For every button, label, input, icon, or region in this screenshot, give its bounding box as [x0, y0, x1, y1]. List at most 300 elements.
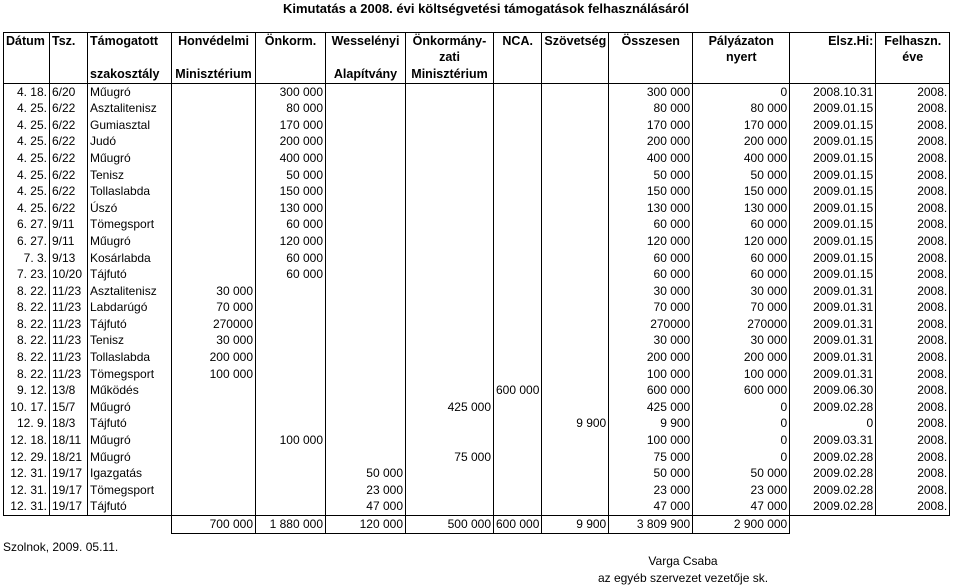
table-cell: 2008. [876, 83, 950, 100]
table-cell [172, 117, 256, 134]
table-cell [542, 333, 609, 350]
table-cell: 2009.01.31 [790, 316, 876, 333]
table-cell [172, 150, 256, 167]
table-cell: 70 000 [693, 300, 790, 317]
table-cell: 8. 22. [4, 316, 50, 333]
table-cell [326, 416, 406, 433]
table-cell: 60 000 [256, 250, 326, 267]
column-header: Wesselényi [326, 33, 406, 50]
table-cell: 9. 12. [4, 382, 50, 399]
table-cell [406, 150, 494, 167]
table-cell [542, 200, 609, 217]
table-cell: 11/23 [50, 366, 88, 383]
table-cell: 6/22 [50, 134, 88, 151]
column-header: szakosztály [88, 66, 172, 83]
table-cell: 2009.01.15 [790, 183, 876, 200]
table-cell: 2008. [876, 167, 950, 184]
table-cell: 2009.01.31 [790, 366, 876, 383]
total-cell: 120 000 [326, 516, 406, 534]
column-header: Minisztérium [172, 66, 256, 83]
table-cell: 2008. [876, 250, 950, 267]
column-header: Elsz.Hi: [790, 33, 876, 50]
table-cell [494, 250, 542, 267]
table-cell: Tömegsport [88, 482, 172, 499]
table-cell [406, 333, 494, 350]
table-cell: 2009.01.15 [790, 150, 876, 167]
table-cell: 4. 25. [4, 150, 50, 167]
table-cell [542, 150, 609, 167]
column-header [50, 66, 88, 83]
table-cell: 47 000 [693, 499, 790, 516]
table-cell [172, 266, 256, 283]
table-cell: 30 000 [609, 333, 693, 350]
table-cell: 120 000 [256, 233, 326, 250]
table-cell: 7. 23. [4, 266, 50, 283]
header-row [4, 50, 950, 67]
table-cell [406, 465, 494, 482]
table-row [4, 83, 950, 100]
table-cell: 0 [790, 416, 876, 433]
table-cell [326, 217, 406, 234]
column-header [790, 50, 876, 67]
table-cell [256, 465, 326, 482]
table-cell [326, 366, 406, 383]
table-row [4, 333, 950, 350]
table-cell [326, 349, 406, 366]
table-cell: 2008. [876, 134, 950, 151]
table-row [4, 449, 950, 466]
table-row [4, 117, 950, 134]
table-cell [326, 333, 406, 350]
table-cell: 60 000 [609, 266, 693, 283]
table-cell: 30 000 [609, 283, 693, 300]
table-cell: 150 000 [609, 183, 693, 200]
table-cell [172, 217, 256, 234]
table-cell: 4. 18. [4, 83, 50, 100]
table-cell [542, 83, 609, 100]
table-row [4, 349, 950, 366]
table-cell: Asztalitenisz [88, 283, 172, 300]
table-cell [406, 200, 494, 217]
total-cell: 9 900 [542, 516, 609, 534]
table-cell: 2008. [876, 399, 950, 416]
table-cell [256, 283, 326, 300]
table-cell [494, 499, 542, 516]
table-cell: 100 000 [693, 366, 790, 383]
table-cell: 0 [693, 416, 790, 433]
table-cell: 0 [693, 83, 790, 100]
table-row [4, 399, 950, 416]
table-cell: 2009.01.15 [790, 117, 876, 134]
table-cell: 2008. [876, 200, 950, 217]
totals-row [4, 516, 950, 534]
table-cell [406, 300, 494, 317]
table-cell: 8. 22. [4, 283, 50, 300]
table-cell [256, 499, 326, 516]
table-cell: 11/23 [50, 333, 88, 350]
column-header: Összesen [609, 33, 693, 50]
table-cell: 300 000 [256, 83, 326, 100]
table-cell [542, 266, 609, 283]
table-cell [326, 432, 406, 449]
column-header: zati [406, 50, 494, 67]
table-row [4, 416, 950, 433]
signer-name: Varga Csaba [648, 554, 718, 568]
table-cell [172, 465, 256, 482]
table-cell [256, 449, 326, 466]
table-cell [326, 250, 406, 267]
table-cell [542, 382, 609, 399]
table-cell [256, 482, 326, 499]
table-cell [326, 167, 406, 184]
table-cell: 400 000 [693, 150, 790, 167]
table-cell: Tenisz [88, 333, 172, 350]
column-header [876, 66, 950, 83]
column-header [50, 50, 88, 67]
table-cell [494, 150, 542, 167]
table-row [4, 266, 950, 283]
table-cell [172, 167, 256, 184]
table-cell: 100 000 [609, 366, 693, 383]
table-cell: 2009.01.31 [790, 349, 876, 366]
table-cell [494, 300, 542, 317]
table-cell: 30 000 [693, 283, 790, 300]
table-cell: 2008. [876, 283, 950, 300]
header-row [4, 33, 950, 50]
table-cell [406, 283, 494, 300]
total-cell: 1 880 000 [256, 516, 326, 534]
table-cell [326, 233, 406, 250]
table-cell [542, 482, 609, 499]
header-row [4, 66, 950, 83]
table-cell: 150 000 [256, 183, 326, 200]
table-cell: 270000 [172, 316, 256, 333]
table-cell: 9/13 [50, 250, 88, 267]
table-cell: 4. 25. [4, 200, 50, 217]
table-cell: Tollaslabda [88, 349, 172, 366]
table-cell: 0 [693, 449, 790, 466]
table-cell: 9 900 [609, 416, 693, 433]
table-cell: 2008. [876, 217, 950, 234]
table-cell [406, 482, 494, 499]
table-cell: 47 000 [609, 499, 693, 516]
table-cell [494, 465, 542, 482]
table-cell: 60 000 [693, 250, 790, 267]
table-cell [326, 200, 406, 217]
table-cell: 2009.01.31 [790, 300, 876, 317]
table-cell: 70 000 [172, 300, 256, 317]
total-cell: 600 000 [494, 516, 542, 534]
table-cell: 75 000 [609, 449, 693, 466]
total-cell: 700 000 [172, 516, 256, 534]
table-cell: Tömegsport [88, 217, 172, 234]
table-cell [494, 83, 542, 100]
table-cell [326, 449, 406, 466]
table-cell: 4. 25. [4, 100, 50, 117]
table-cell: 2009.01.31 [790, 283, 876, 300]
table-cell: 130 000 [693, 200, 790, 217]
table-cell: 12. 29. [4, 449, 50, 466]
place-date: Szolnok, 2009. 05.11. [3, 540, 119, 554]
table-cell [172, 183, 256, 200]
column-header: NCA. [494, 33, 542, 50]
table-cell [326, 283, 406, 300]
table-cell [406, 183, 494, 200]
table-cell [406, 217, 494, 234]
table-cell: 400 000 [609, 150, 693, 167]
table-cell [326, 134, 406, 151]
table-row [4, 233, 950, 250]
table-cell: 50 000 [609, 167, 693, 184]
table-cell: 2008. [876, 349, 950, 366]
table-cell: Tájfutó [88, 416, 172, 433]
column-header [494, 66, 542, 83]
table-cell [494, 117, 542, 134]
table-cell [172, 399, 256, 416]
table-cell: 2009.02.28 [790, 449, 876, 466]
table-cell [542, 366, 609, 383]
table-row [4, 183, 950, 200]
column-header: nyert [693, 50, 790, 67]
table-row [4, 316, 950, 333]
table-cell [542, 167, 609, 184]
table-cell: 12. 18. [4, 432, 50, 449]
table-cell: 2008. [876, 300, 950, 317]
table-cell: 2009.03.31 [790, 432, 876, 449]
table-cell [172, 100, 256, 117]
table-cell: 30 000 [172, 283, 256, 300]
column-header: Dátum [4, 33, 50, 50]
table-cell [542, 217, 609, 234]
table-cell: 50 000 [693, 465, 790, 482]
table-cell [494, 183, 542, 200]
table-cell: 2009.06.30 [790, 382, 876, 399]
table-cell: 2008. [876, 366, 950, 383]
table-cell: Judó [88, 134, 172, 151]
table-cell: 19/17 [50, 465, 88, 482]
table-row [4, 134, 950, 151]
table-cell [542, 117, 609, 134]
table-cell: 10. 17. [4, 399, 50, 416]
table-cell: 600 000 [609, 382, 693, 399]
table-cell [494, 233, 542, 250]
table-cell [326, 100, 406, 117]
table-row [4, 366, 950, 383]
table-cell: 2009.01.31 [790, 333, 876, 350]
table-cell [406, 316, 494, 333]
table-cell [494, 399, 542, 416]
table-cell: 80 000 [609, 100, 693, 117]
table-cell: Műugró [88, 233, 172, 250]
table-cell [326, 83, 406, 100]
table-cell: 130 000 [609, 200, 693, 217]
column-header [326, 50, 406, 67]
table-cell [326, 117, 406, 134]
column-header: Alapítvány [326, 66, 406, 83]
table-cell [494, 416, 542, 433]
table-cell: 200 000 [256, 134, 326, 151]
table-cell: 9/11 [50, 233, 88, 250]
table-cell: 23 000 [326, 482, 406, 499]
table-cell: 2009.02.28 [790, 482, 876, 499]
column-header [542, 66, 609, 83]
support-usage-table [3, 32, 950, 534]
table-cell: Tájfutó [88, 316, 172, 333]
table-cell [172, 482, 256, 499]
table-cell: 170 000 [693, 117, 790, 134]
table-cell [494, 283, 542, 300]
table-cell: 4. 25. [4, 134, 50, 151]
table-cell: 2009.01.15 [790, 250, 876, 267]
column-header: Önkormány- [406, 33, 494, 50]
table-cell: 8. 22. [4, 300, 50, 317]
table-cell [542, 449, 609, 466]
column-header [542, 50, 609, 67]
column-header [256, 50, 326, 67]
table-cell: 2009.02.28 [790, 465, 876, 482]
report-title: Kimutatás a 2008. évi költségvetési támogatások felhasználásáról [282, 1, 690, 16]
table-cell: 120 000 [693, 233, 790, 250]
signer-role: az egyéb szervezet vezetője sk. [597, 571, 769, 585]
table-cell [494, 266, 542, 283]
table-cell: 2008. [876, 316, 950, 333]
table-cell [494, 100, 542, 117]
table-cell [172, 432, 256, 449]
table-cell: 170 000 [256, 117, 326, 134]
table-cell: 6/22 [50, 100, 88, 117]
table-cell [326, 183, 406, 200]
table-cell: 6/22 [50, 150, 88, 167]
table-cell: 170 000 [609, 117, 693, 134]
column-header: Szövetség [542, 33, 609, 50]
table-cell [542, 349, 609, 366]
table-cell: Tájfutó [88, 266, 172, 283]
table-cell: 11/23 [50, 300, 88, 317]
table-cell: 8. 22. [4, 366, 50, 383]
table-cell: 10/20 [50, 266, 88, 283]
table-cell [406, 266, 494, 283]
table-cell: 0 [693, 432, 790, 449]
table-cell: 2008. [876, 117, 950, 134]
table-cell: 2008. [876, 150, 950, 167]
table-cell: 6/22 [50, 117, 88, 134]
table-cell: 2008. [876, 449, 950, 466]
table-cell: 6/22 [50, 167, 88, 184]
table-cell: 100 000 [256, 432, 326, 449]
table-cell [406, 134, 494, 151]
table-cell: Tollaslabda [88, 183, 172, 200]
column-header [494, 50, 542, 67]
column-header: Honvédelmi [172, 33, 256, 50]
table-cell: 80 000 [256, 100, 326, 117]
table-cell [256, 349, 326, 366]
table-cell [542, 134, 609, 151]
table-cell [494, 366, 542, 383]
table-cell: 50 000 [609, 465, 693, 482]
table-row [4, 432, 950, 449]
table-cell: 2009.02.28 [790, 499, 876, 516]
table-cell: 2008. [876, 233, 950, 250]
table-cell: 2009.01.15 [790, 134, 876, 151]
table-cell: 4. 25. [4, 167, 50, 184]
table-cell: 100 000 [172, 366, 256, 383]
table-cell: 150 000 [693, 183, 790, 200]
table-cell: 8. 22. [4, 349, 50, 366]
table-cell [494, 449, 542, 466]
table-cell: 75 000 [406, 449, 494, 466]
table-cell [406, 167, 494, 184]
table-cell: 7. 3. [4, 250, 50, 267]
table-cell [542, 233, 609, 250]
total-cell: 3 809 900 [609, 516, 693, 534]
table-cell: Tenisz [88, 167, 172, 184]
table-cell: 200 000 [609, 349, 693, 366]
table-cell [406, 382, 494, 399]
table-cell: 120 000 [609, 233, 693, 250]
table-cell: 2008. [876, 482, 950, 499]
table-cell: 2009.01.15 [790, 217, 876, 234]
table-cell [542, 499, 609, 516]
table-cell: Asztalitenisz [88, 100, 172, 117]
column-header [4, 66, 50, 83]
table-cell: 23 000 [693, 482, 790, 499]
column-header [4, 50, 50, 67]
table-cell [172, 416, 256, 433]
table-cell [494, 217, 542, 234]
table-cell: 600 000 [494, 382, 542, 399]
table-cell [326, 266, 406, 283]
table-cell: 200 000 [609, 134, 693, 151]
table-cell [256, 416, 326, 433]
table-cell: 18/3 [50, 416, 88, 433]
table-cell [494, 482, 542, 499]
table-cell [326, 382, 406, 399]
table-cell [406, 117, 494, 134]
table-cell [256, 333, 326, 350]
table-cell: Műugró [88, 399, 172, 416]
table-cell: 300 000 [609, 83, 693, 100]
column-header: Minisztérium [406, 66, 494, 83]
table-cell: 2008. [876, 499, 950, 516]
table-row [4, 167, 950, 184]
table-cell: 18/11 [50, 432, 88, 449]
table-cell: Működés [88, 382, 172, 399]
table-cell: Labdarúgó [88, 300, 172, 317]
table-cell: 12. 31. [4, 465, 50, 482]
table-cell: Műugró [88, 150, 172, 167]
table-cell: 23 000 [609, 482, 693, 499]
table-row [4, 217, 950, 234]
table-cell: 60 000 [256, 217, 326, 234]
column-header: Tsz. [50, 33, 88, 50]
table-cell [542, 300, 609, 317]
table-cell [172, 382, 256, 399]
table-cell: 50 000 [693, 167, 790, 184]
table-cell [256, 382, 326, 399]
table-cell [494, 432, 542, 449]
column-header [609, 66, 693, 83]
table-cell: Kosárlabda [88, 250, 172, 267]
table-cell: 11/23 [50, 316, 88, 333]
table-cell [172, 449, 256, 466]
column-header [172, 50, 256, 67]
table-cell [542, 283, 609, 300]
table-cell [542, 100, 609, 117]
table-cell: 2009.01.15 [790, 266, 876, 283]
table-cell: 4. 25. [4, 117, 50, 134]
total-cell: 2 900 000 [693, 516, 790, 534]
table-cell: 100 000 [609, 432, 693, 449]
